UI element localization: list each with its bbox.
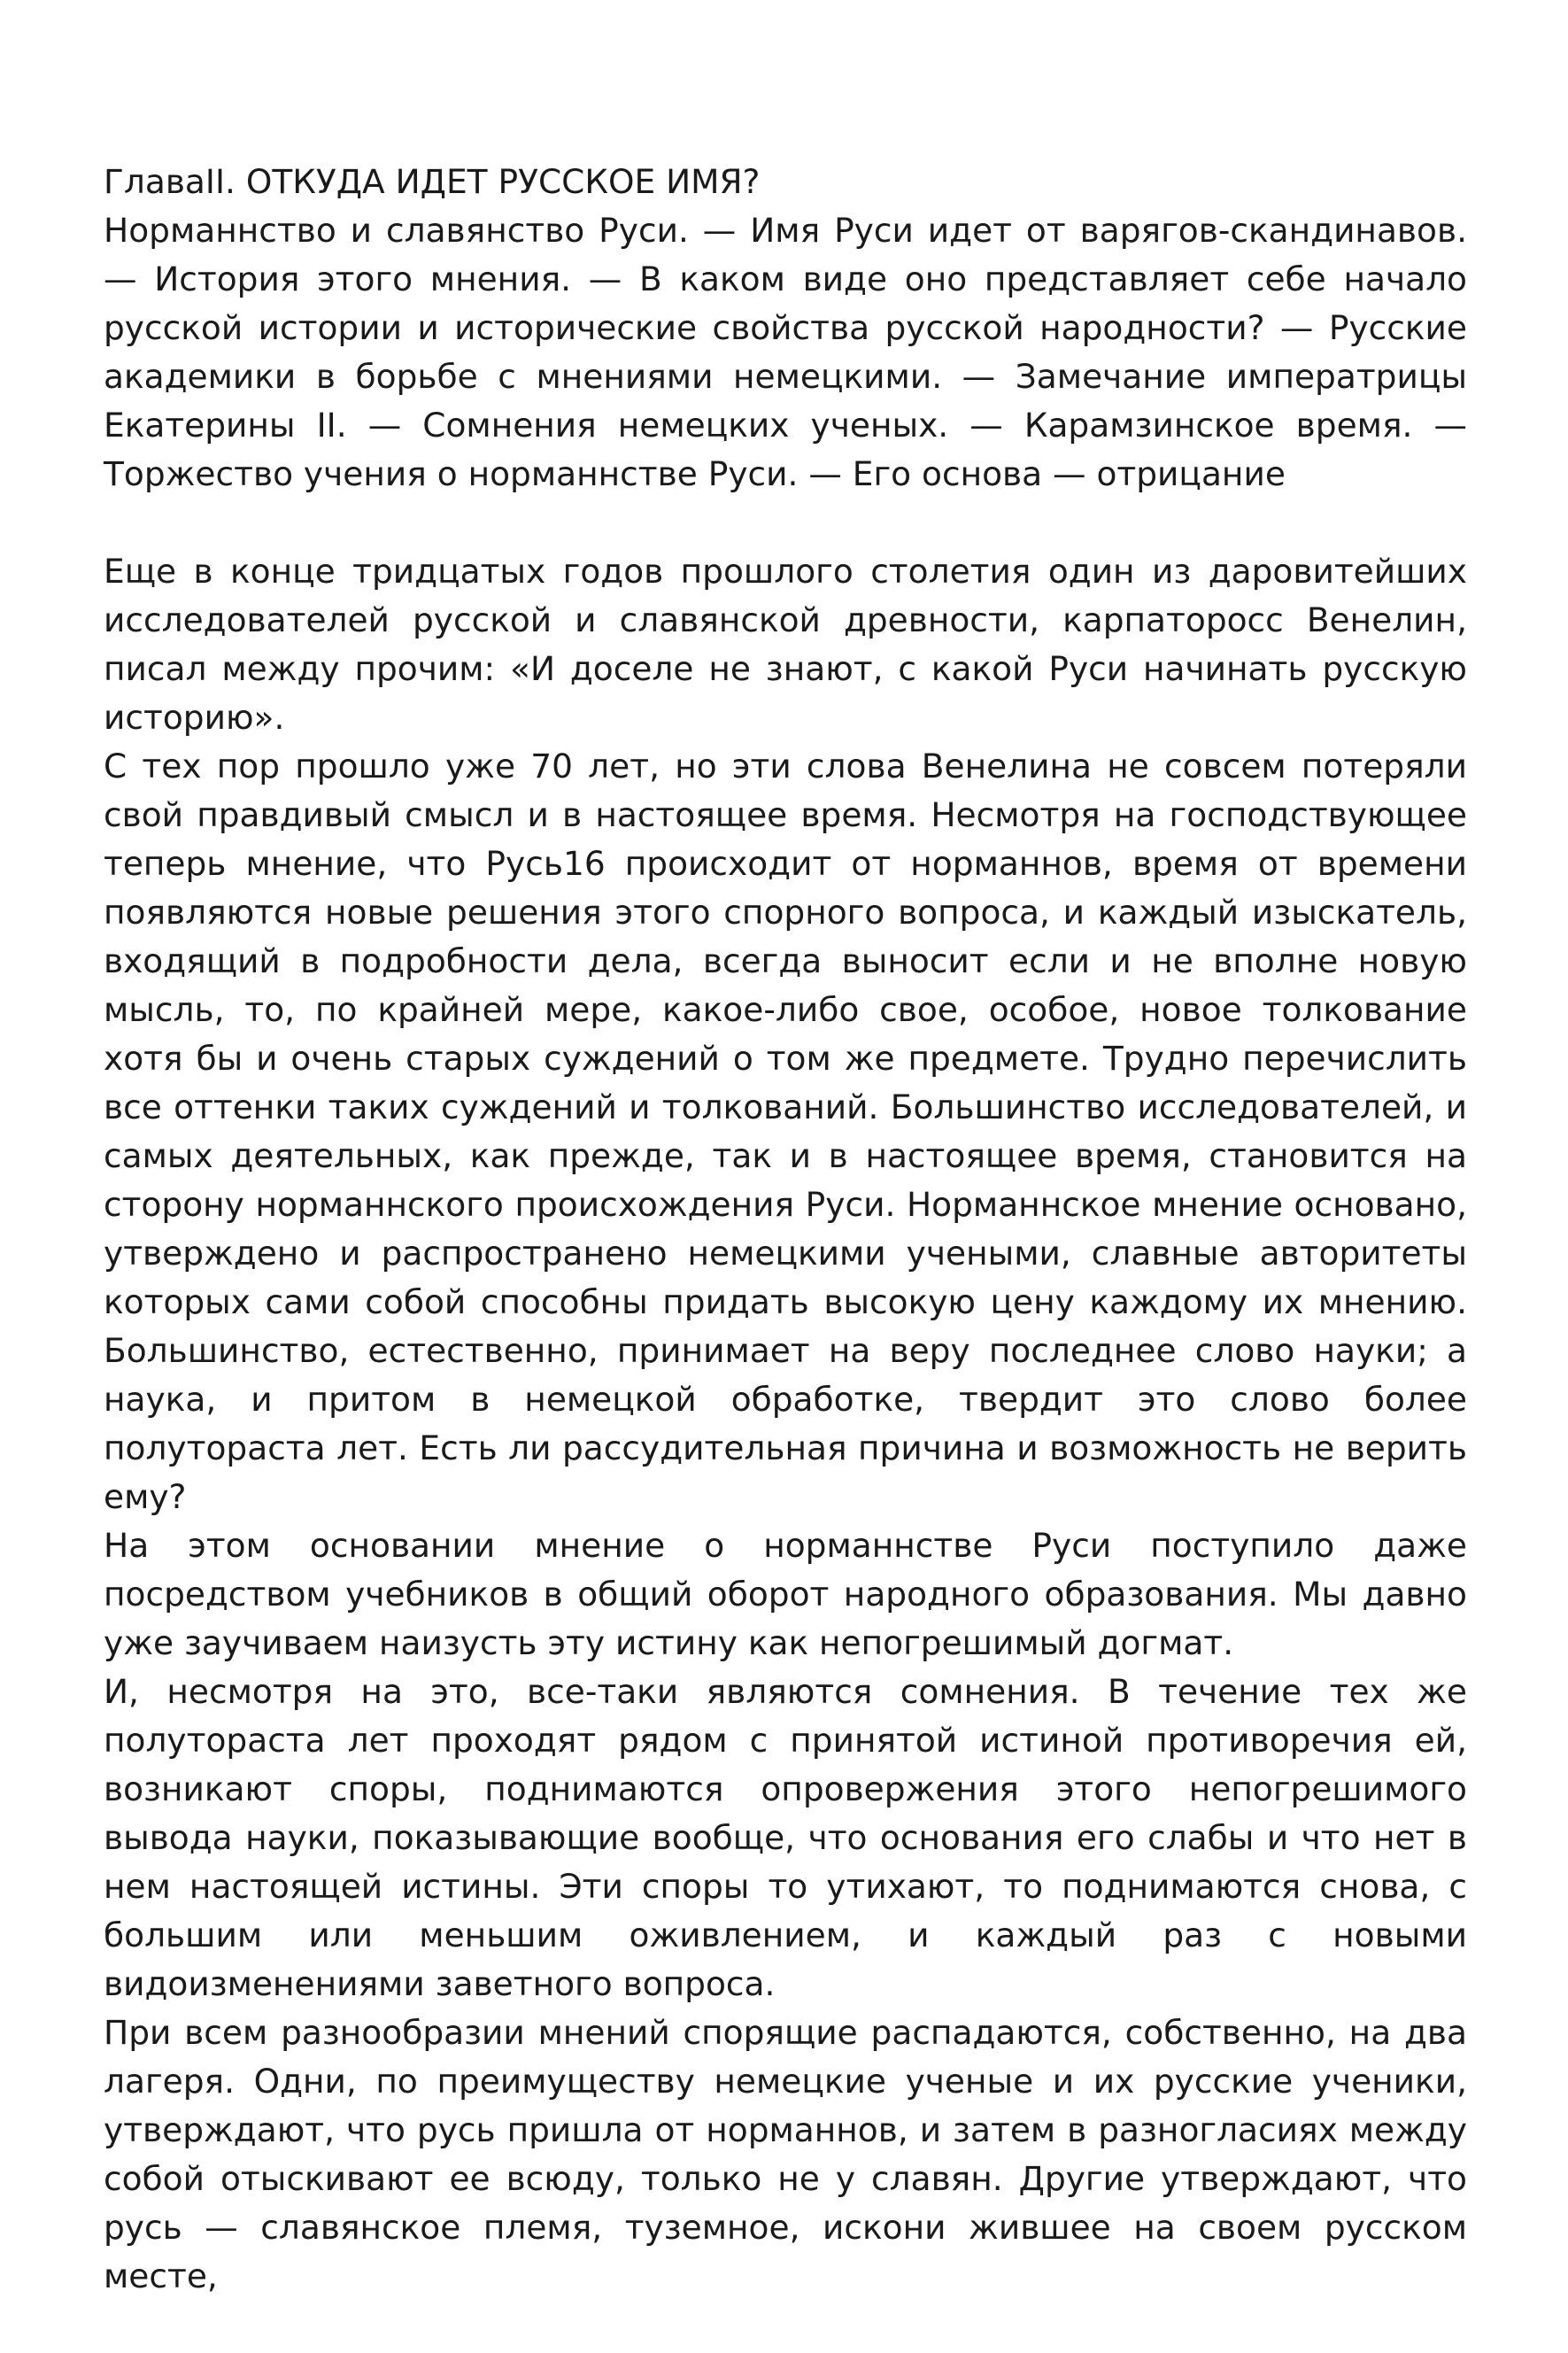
body-paragraph: И, несмотря на это, все-таки являются сомнения. В течение тех же полутораста лет проходят рядом с принятой истиной противоречия ей, возникают споры, поднимаются опровержения этого непогрешимого вывода науки, показывающие вообще, что основания его слабы и что нет в нем настоящей истины. Эти споры то утихают, то поднимаются снова, с большим или меньшим оживлением, и каждый раз с новыми видоизменениями заветного вопроса.	[104, 1672, 1467, 2003]
body-paragraph: При всем разнообразии мнений спорящие распадаются, собственно, на два лагеря. Одни, по преимуществу немецкие ученые и их русские ученики, утверждают, что русь пришла от норманнов, и затем в разногласиях между собой отыскивают ее всюду, только не у славян. Другие утверждают, что русь — славянское племя, туземное, искони жившее на своем русском месте,	[104, 2013, 1467, 2295]
chapter-summary: Норманнство и славянство Руси. — Имя Руси идет от варягов-скандинавов. — История этого мнения. — В каком виде оно представляет себе начало русской истории и исторические свойства русской народности? — Русские академики в борьбе с мнениями немецкими. — Замечание императрицы Екатерины II. — Сомнения немецких ученых. — Карамзинское время. — Торжество учения о норманнстве Руси. — Его основа — отрицание	[104, 211, 1467, 493]
chapter-title: ГлаваII. ОТКУДА ИДЕТ РУССКОЕ ИМЯ?	[104, 162, 761, 201]
body-paragraph: С тех пор прошло уже 70 лет, но эти слова Венелина не совсем потеряли свой правдивый смысл и в настоящее время. Несмотря на господствующее теперь мнение, что Русь16 происходит от норманнов, время от времени появляются новые решения этого спорного вопроса, и каждый изыскатель, входящий в подробности дела, всегда выносит если и не вполне новую мысль, то, по крайней мере, какое-либо свое, особое, новое толкование хотя бы и очень старых суждений о том же предмете. Трудно перечислить все оттенки таких суждений и толкований. Большинство исследователей, и самых деятельных, как прежде, так и в настоящее время, становится на сторону норманнского происхождения Руси. Норманнское мнение основано, утверждено и распространено немецкими учеными, славные авторитеты которых сами собой способны придать высокую цену каждому их мнению. Большинство, естественно, принимает на веру последнее слово науки; а наука, и притом в немецкой обработке, твердит это слово более полутораста лет. Есть ли рассудительная причина и возможность не верить ему?	[104, 747, 1467, 1516]
body-paragraph: На этом основании мнение о норманнстве Руси поступило даже посредством учебников в общий оборот народного образования. Мы давно уже заучиваем наизусть эту истину как непогрешимый догмат.	[104, 1526, 1467, 1662]
document-page	[104, 158, 1467, 2301]
body-paragraph: Еще в конце тридцатых годов прошлого столетия один из даровитейших исследователей русской и славянской древности, карпаторосс Венелин, писал между прочим: «И доселе не знают, с какой Руси начинать русскую историю».	[104, 552, 1467, 737]
